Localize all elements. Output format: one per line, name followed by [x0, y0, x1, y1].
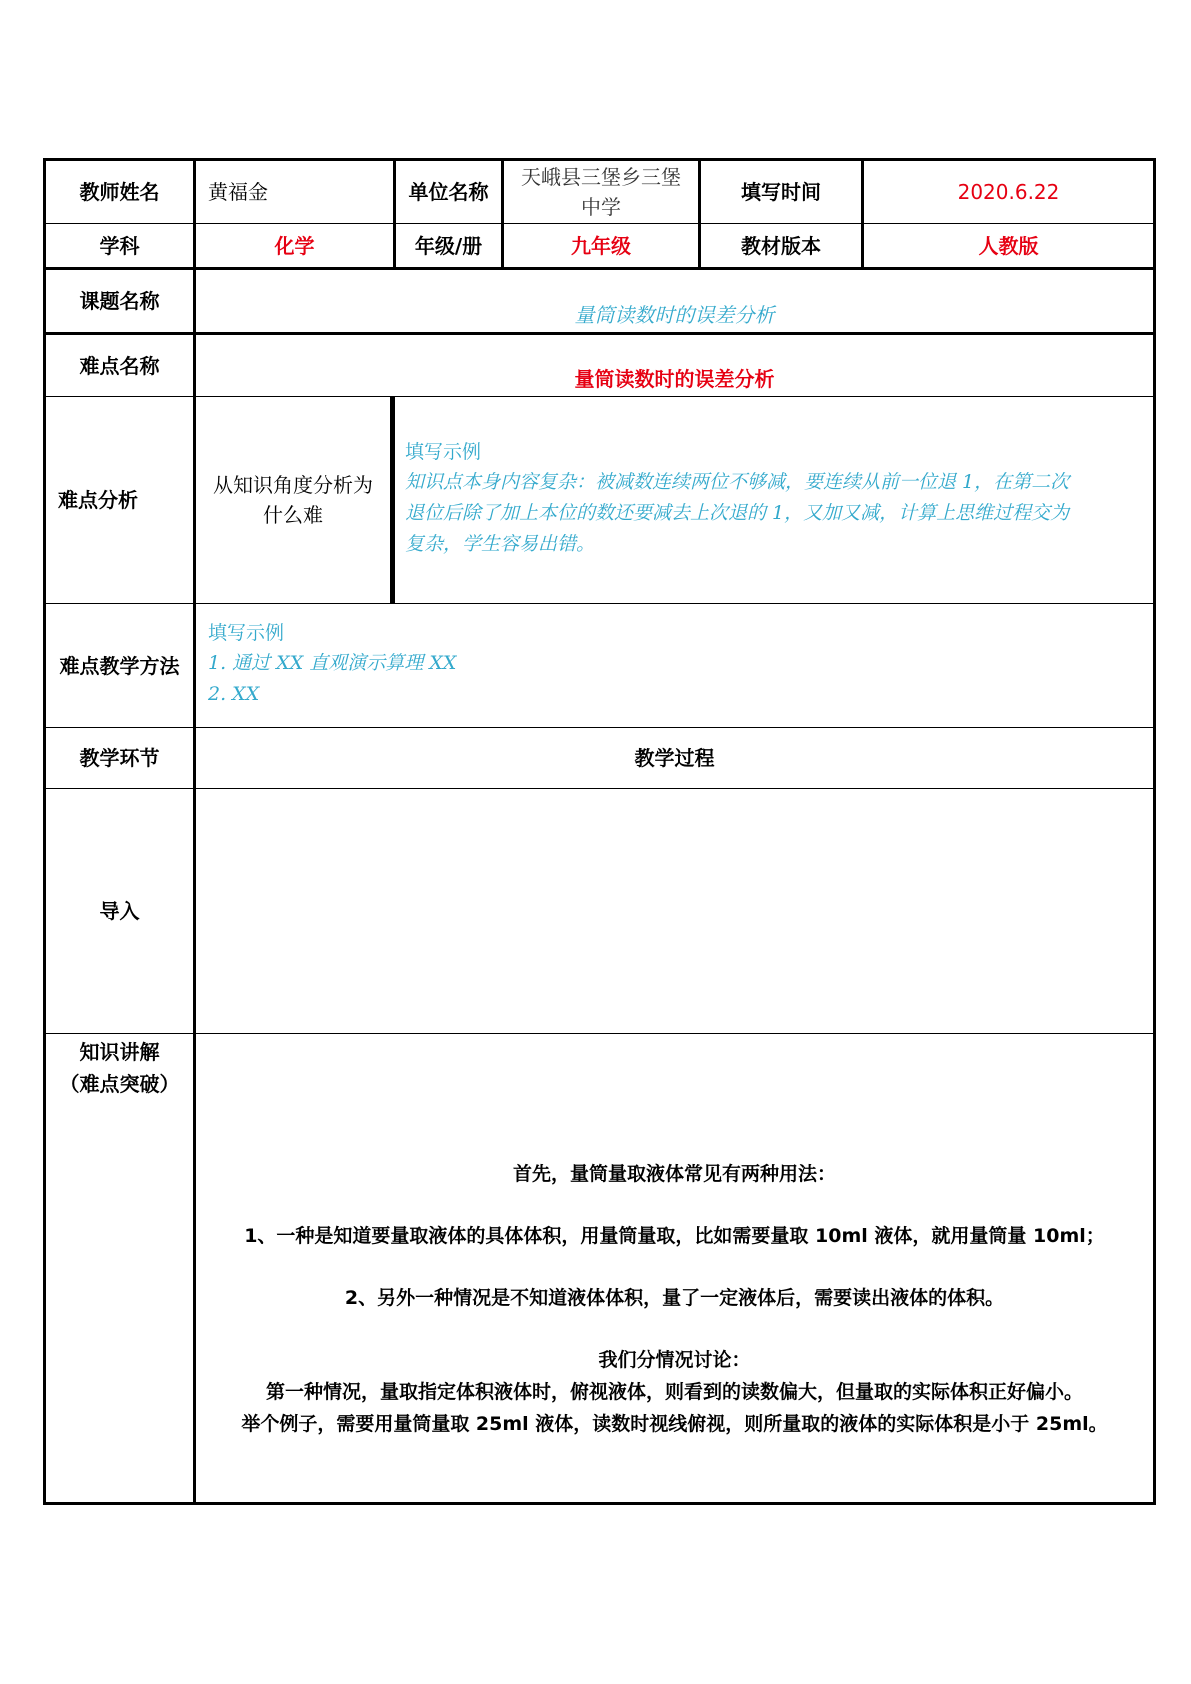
- analysis-middle: [195, 397, 391, 604]
- subject-label: 学科: [45, 224, 195, 269]
- difficulty-label: 难点名称: [45, 334, 195, 397]
- teacher-label: 教师姓名: [45, 160, 195, 224]
- analysis-example-line3: 复杂，学生容易出错。: [405, 533, 596, 555]
- analysis-middle-line2: 什么难: [263, 503, 323, 527]
- topic-value: 量筒读数时的误差分析: [574, 303, 775, 327]
- method-label: 难点教学方法: [45, 604, 195, 728]
- analysis-label: 难点分析: [45, 397, 195, 604]
- knowledge-line-3: 2、另外一种情况是不知道液体体积，量了一定液体后，需要读出液体的体积。: [344, 1287, 1005, 1309]
- edition-value: 人教版: [863, 224, 1155, 269]
- analysis-example-line2: 退位后除了加上本位的数还要减去上次退的 1，又加又减，计算上思维过程交为: [405, 502, 1070, 524]
- info-row-1: [45, 160, 1155, 224]
- lesson-plan-table: [43, 158, 1156, 1505]
- method-item-2: 2. XX: [208, 683, 260, 705]
- process-value: 教学过程: [195, 728, 1155, 789]
- knowledge-line-4: 我们分情况讨论：: [598, 1349, 751, 1371]
- intro-label: 导入: [45, 789, 195, 1034]
- method-example-title: 填写示例: [208, 622, 285, 644]
- grade-label: 年级/册: [395, 224, 503, 269]
- unit-name-line1: 天峨县三堡乡三堡: [521, 165, 681, 189]
- date-label: 填写时间: [700, 160, 863, 224]
- process-header-row: [45, 728, 1155, 789]
- edition-label: 教材版本: [700, 224, 863, 269]
- analysis-example-title: 填写示例: [405, 441, 482, 463]
- analysis-example-line1: 知识点本身内容复杂：被减数连续两位不够减，要连续从前一位退 1，在第二次: [405, 471, 1070, 493]
- info-row-2: [45, 224, 1155, 269]
- difficulty-row: [45, 334, 1155, 397]
- knowledge-row: [45, 1034, 1155, 1504]
- knowledge-content: [195, 1034, 1155, 1504]
- knowledge-line-5: 第一种情况，量取指定体积液体时，俯视液体，则看到的读数偏大，但量取的实际体积正好偏小。: [265, 1381, 1083, 1403]
- knowledge-label-line1: 知识讲解: [79, 1040, 160, 1064]
- knowledge-line-1: 首先，量筒量取液体常见有两种用法：: [512, 1163, 836, 1185]
- knowledge-line-6: 举个例子，需要用量筒量取 25ml 液体，读数时视线俯视，则所量取的液体的实际体积是小于 25ml。: [241, 1413, 1108, 1435]
- unit-name-line2: 中学: [581, 195, 621, 219]
- difficulty-value: 量筒读数时的误差分析: [574, 367, 775, 391]
- analysis-middle-line1: 从知识角度分析为: [213, 473, 373, 497]
- analysis-row: [45, 397, 1155, 604]
- knowledge-label: [45, 1034, 195, 1504]
- difficulty-cell: [195, 334, 1155, 397]
- method-row: [45, 604, 1155, 728]
- topic-cell: [195, 269, 1155, 334]
- topic-label: 课题名称: [45, 269, 195, 334]
- knowledge-line-2: 1、一种是知道要量取液体的具体体积，用量筒量取，比如需要量取 10ml 液体，就用量筒量 10ml；: [244, 1225, 1105, 1247]
- date-value: 2020.6.22: [863, 160, 1155, 224]
- method-item-1: 1. 通过 XX 直观演示算理 XX: [208, 652, 457, 674]
- topic-row: [45, 269, 1155, 334]
- unit-label: 单位名称: [395, 160, 503, 224]
- analysis-example: [395, 397, 1155, 604]
- grade-value: 九年级: [503, 224, 700, 269]
- knowledge-label-line2: （难点突破）: [59, 1072, 180, 1096]
- process-label: 教学环节: [45, 728, 195, 789]
- subject-value: 化学: [195, 224, 395, 269]
- intro-content: [195, 789, 1155, 1034]
- intro-row: [45, 789, 1155, 1034]
- method-cell: [195, 604, 1155, 728]
- teacher-name: 黄福金: [195, 160, 395, 224]
- unit-name: [503, 160, 700, 224]
